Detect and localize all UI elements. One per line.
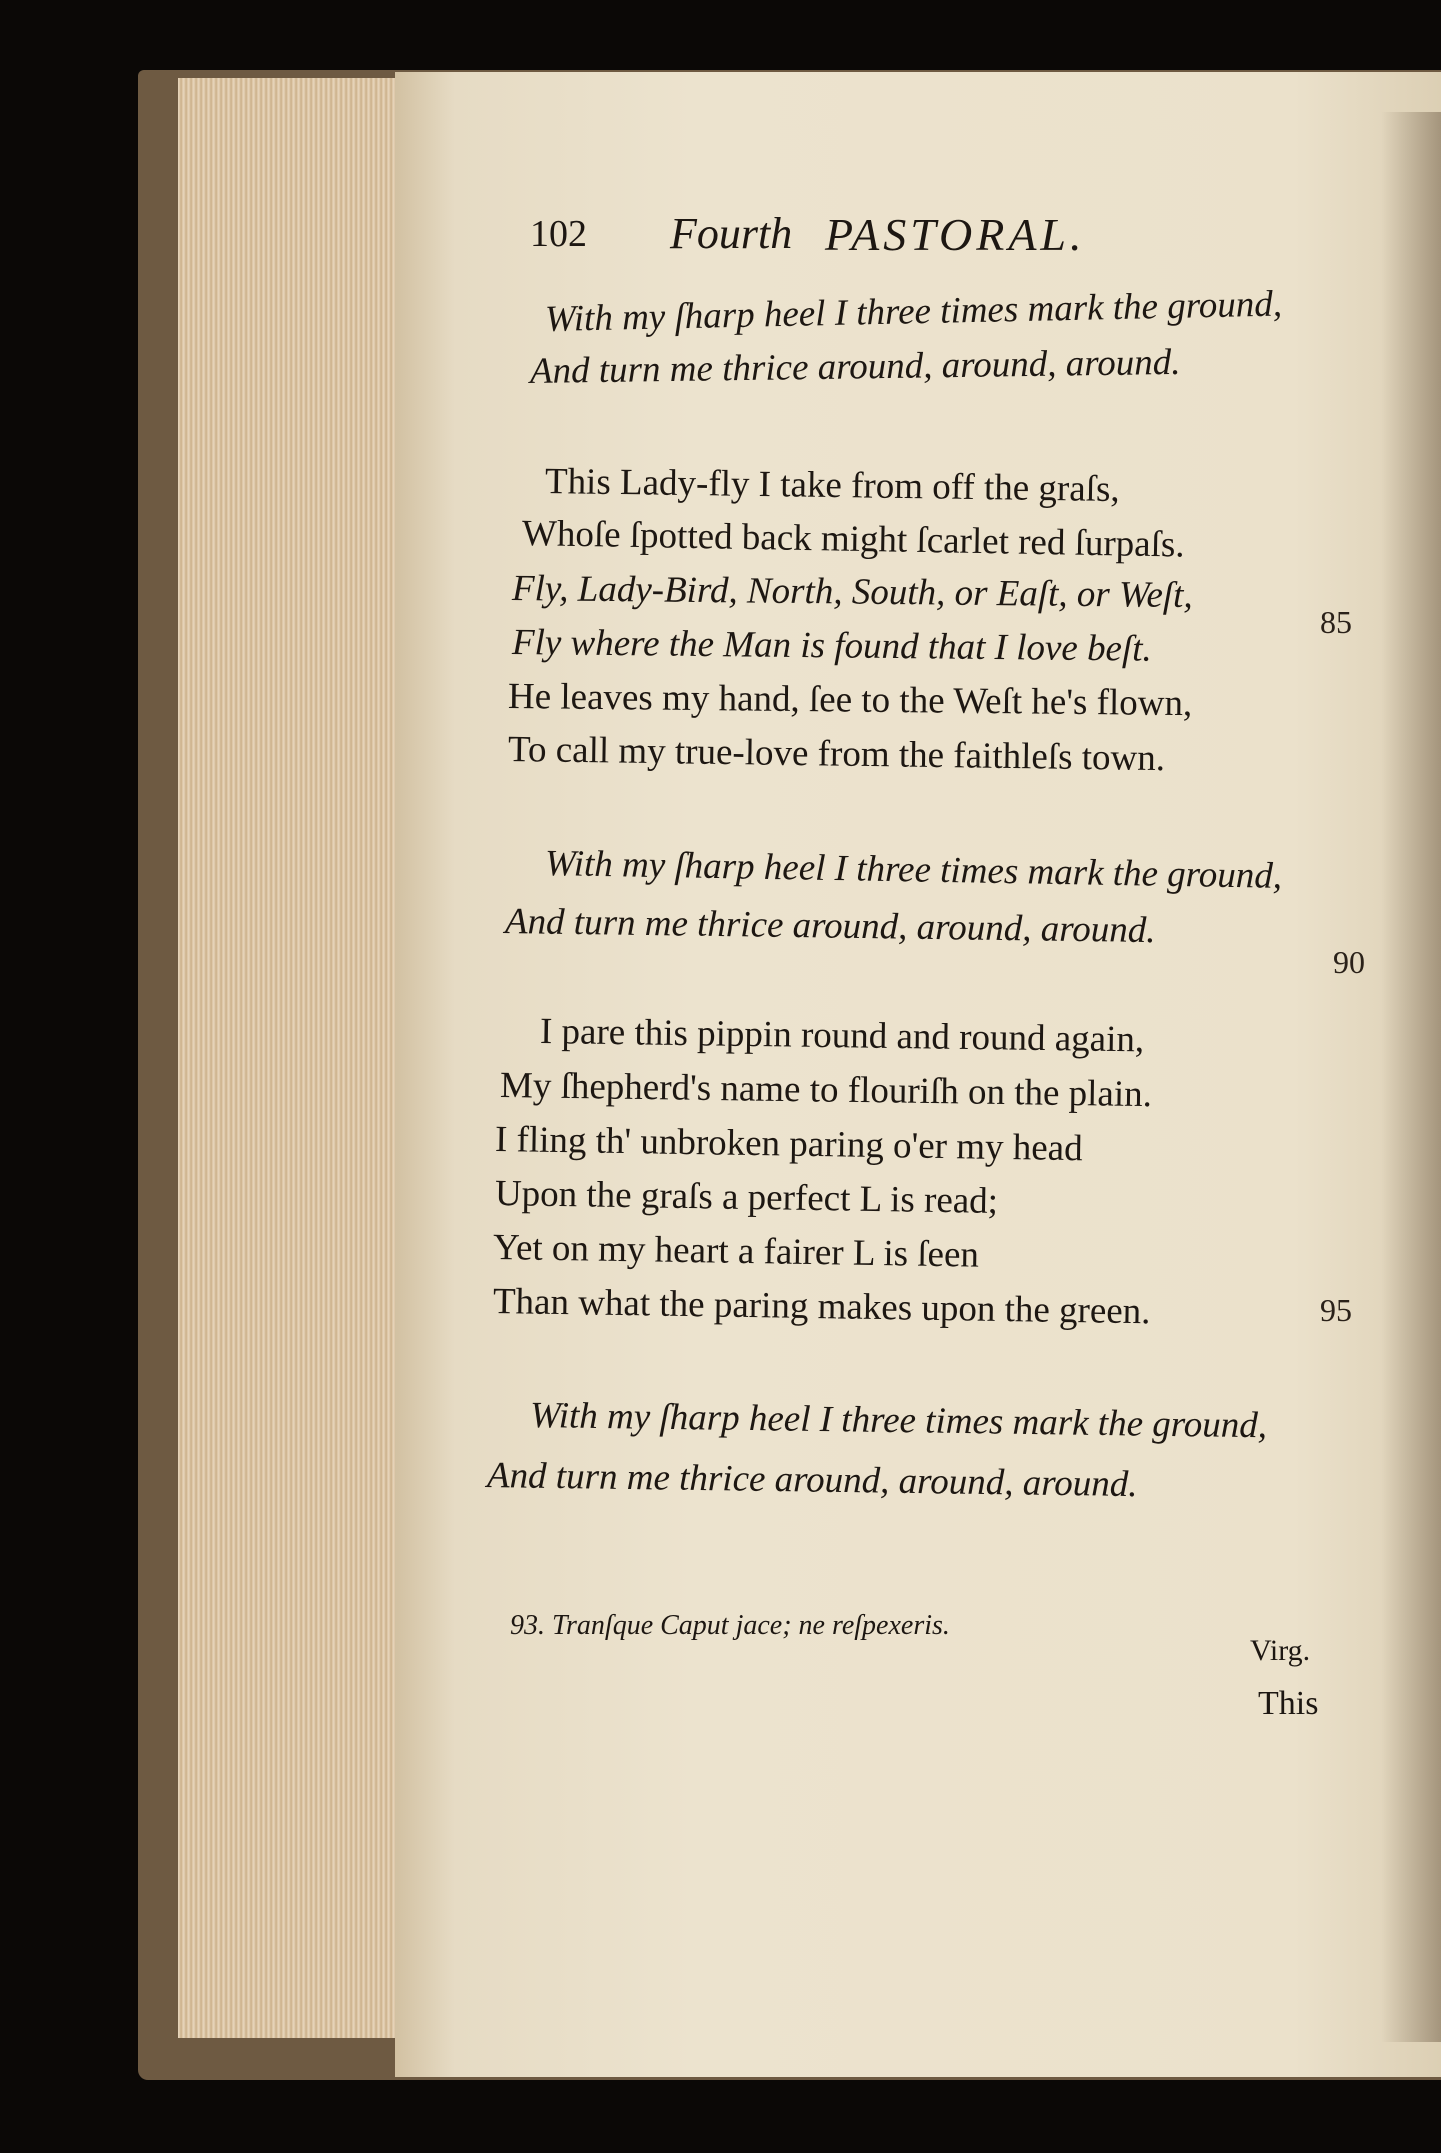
refrain-line: And turn me thrice around, around, around.: [529, 341, 1181, 392]
page-gutter-shadow: [1381, 112, 1441, 2042]
book-page: [395, 72, 1441, 2077]
header-title: PASTORAL.: [825, 209, 1086, 260]
verse-line: Than what the paring makes upon the green.: [492, 1281, 1151, 1333]
verse-line: Upon the graſs a perfect L is read;: [494, 1173, 999, 1222]
refrain-line: And turn me thrice around, around, around.: [504, 901, 1156, 952]
footnote: 93. Tranſque Caput jace; ne reſpexeris.: [510, 1610, 950, 1641]
page-number: 102: [530, 213, 587, 255]
catchword: This: [1258, 1685, 1319, 1722]
refrain-line: With my ſharp heel I three times mark the ground,: [529, 1395, 1268, 1447]
header-word: Fourth: [670, 209, 793, 258]
verse-line: Whoſe ſpotted back might ſcarlet red ſurpaſs.: [521, 513, 1185, 566]
line-number: 90: [1333, 944, 1365, 980]
verse-line: I fling th' unbroken paring o'er my head: [494, 1119, 1083, 1170]
verse-line: He leaves my hand, ſee to the Weſt he's flown,: [507, 676, 1193, 725]
verse-line: My ſhepherd's name to flouriſh on the plain.: [499, 1065, 1153, 1116]
refrain-line: And turn me thrice around, around, around.: [486, 1455, 1138, 1506]
verse-line: Fly, Lady-Bird, North, South, or Eaſt, or Weſt,: [511, 568, 1193, 617]
verse-line: To call my true-love from the faithleſs town.: [507, 729, 1166, 780]
line-number: 95: [1320, 1292, 1352, 1328]
line-number: 85: [1320, 604, 1352, 640]
verse-line: This Lady-fly I take from off the graſs,: [544, 461, 1120, 511]
verse-line: I pare this pippin round and round again,: [539, 1011, 1145, 1061]
refrain-line: With my ſharp heel I three times mark the ground,: [544, 283, 1283, 340]
footnote-source: Virg.: [1250, 1634, 1311, 1667]
verse-line: Yet on my heart a fairer L is ſeen: [492, 1227, 980, 1276]
refrain-line: With my ſharp heel I three times mark the ground,: [544, 843, 1283, 897]
page-edges: [178, 78, 410, 2038]
verse-line: Fly where the Man is found that I love beſt.: [511, 622, 1153, 670]
